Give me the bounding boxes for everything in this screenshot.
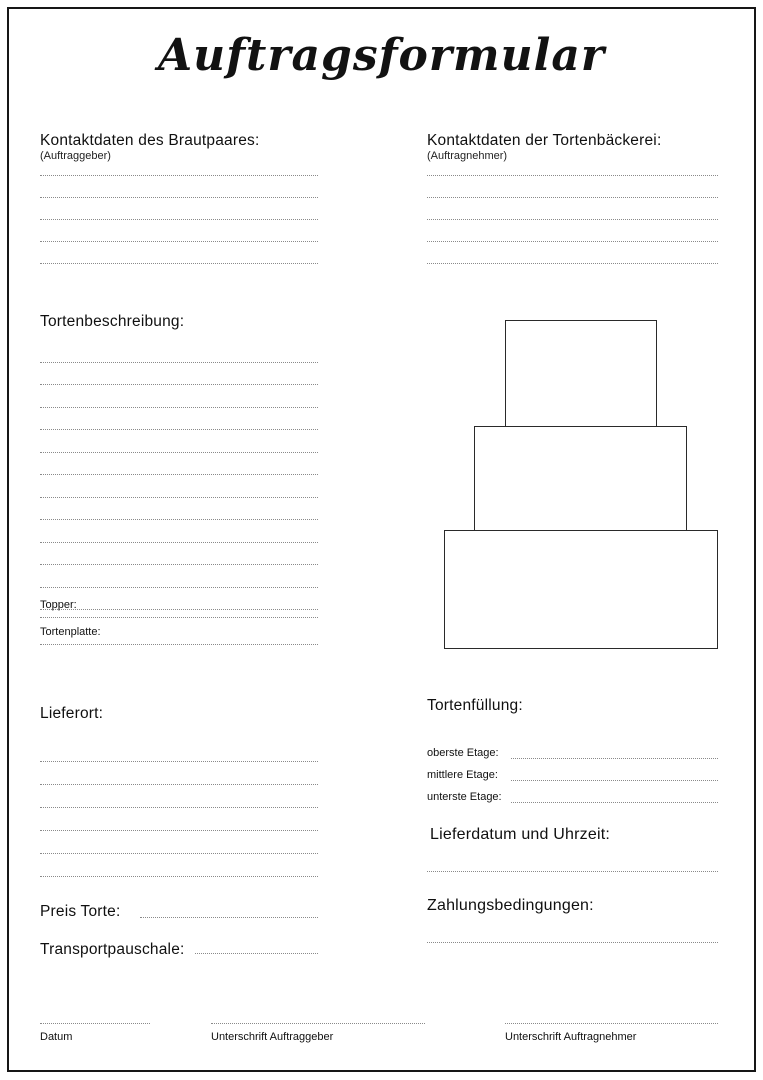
transport-fee-label: Transportpauschale: bbox=[40, 941, 185, 958]
fill-in-line[interactable] bbox=[40, 430, 318, 453]
delivery-datetime-heading: Lieferdatum und Uhrzeit: bbox=[430, 826, 611, 843]
filling-row-middle bbox=[427, 760, 718, 782]
fill-in-line[interactable] bbox=[427, 220, 718, 242]
fill-in-line[interactable] bbox=[40, 176, 318, 198]
filling-top-line[interactable] bbox=[511, 758, 718, 759]
fill-in-line[interactable] bbox=[40, 385, 318, 408]
fill-in-line[interactable] bbox=[427, 850, 718, 872]
cake-filling-heading: Tortenfüllung: bbox=[427, 697, 523, 714]
fill-in-line[interactable] bbox=[40, 220, 318, 242]
contact-couple-lines bbox=[40, 154, 318, 264]
cake-plate-line[interactable] bbox=[40, 644, 318, 645]
payment-terms-lines bbox=[427, 921, 718, 943]
signature-contractor-block bbox=[505, 1002, 718, 1044]
form-title: Auftragsformular bbox=[157, 30, 606, 81]
filling-top-label: oberste Etage: bbox=[427, 747, 499, 759]
contact-couple-heading: Kontaktdaten des Brautpaares: bbox=[40, 132, 260, 149]
cake-plate-field bbox=[40, 626, 318, 645]
signature-client-label: Unterschrift Auftraggeber bbox=[211, 1031, 334, 1043]
delivery-location-heading: Lieferort: bbox=[40, 705, 104, 722]
fill-in-line[interactable] bbox=[40, 739, 318, 762]
fill-in-line[interactable] bbox=[40, 475, 318, 498]
contact-bakery-heading: Kontaktdaten der Tortenbäckerei: bbox=[427, 132, 662, 149]
cake-tier-top bbox=[505, 320, 657, 427]
fill-in-line[interactable] bbox=[40, 565, 318, 588]
fill-in-line[interactable] bbox=[40, 198, 318, 220]
contact-couple-subheading: (Auftraggeber) bbox=[40, 150, 111, 162]
signature-client-block bbox=[211, 1002, 425, 1044]
filling-bottom-label: unterste Etage: bbox=[427, 791, 502, 803]
topper-line[interactable] bbox=[40, 617, 318, 618]
filling-row-bottom bbox=[427, 782, 718, 804]
signature-date-label: Datum bbox=[40, 1031, 73, 1043]
contact-bakery-lines bbox=[427, 154, 718, 264]
fill-in-line[interactable] bbox=[40, 154, 318, 176]
payment-terms-heading: Zahlungsbedingungen: bbox=[427, 897, 594, 914]
cake-filling-fields bbox=[427, 738, 718, 804]
fill-in-line[interactable] bbox=[40, 543, 318, 566]
fill-in-line[interactable] bbox=[427, 198, 718, 220]
filling-bottom-line[interactable] bbox=[511, 802, 718, 803]
fill-in-line[interactable] bbox=[427, 176, 718, 198]
fill-in-line[interactable] bbox=[427, 921, 718, 943]
topper-label: Topper: bbox=[40, 599, 77, 611]
transport-fee-line[interactable] bbox=[195, 932, 318, 954]
cake-plate-label: Tortenplatte: bbox=[40, 626, 101, 638]
fill-in-line[interactable] bbox=[40, 854, 318, 877]
filling-row-top bbox=[427, 738, 718, 760]
filling-middle-line[interactable] bbox=[511, 780, 718, 781]
signature-client-line[interactable] bbox=[211, 1002, 425, 1024]
contact-bakery-subheading: (Auftragnehmer) bbox=[427, 150, 508, 162]
signature-date-line[interactable] bbox=[40, 1002, 150, 1024]
fill-in-line[interactable] bbox=[40, 831, 318, 854]
cake-price-label: Preis Torte: bbox=[40, 903, 121, 920]
topper-field bbox=[40, 599, 318, 618]
transport-fee-line-wrap bbox=[195, 932, 318, 954]
fill-in-line[interactable] bbox=[40, 242, 318, 264]
delivery-location-lines bbox=[40, 739, 318, 877]
fill-in-line[interactable] bbox=[40, 340, 318, 363]
cake-description-heading: Tortenbeschreibung: bbox=[40, 313, 185, 330]
signature-date-block bbox=[40, 1002, 150, 1044]
fill-in-line[interactable] bbox=[427, 154, 718, 176]
signature-contractor-label: Unterschrift Auftragnehmer bbox=[505, 1031, 637, 1043]
fill-in-line[interactable] bbox=[40, 785, 318, 808]
filling-middle-label: mittlere Etage: bbox=[427, 769, 498, 781]
cake-tier-middle bbox=[474, 426, 687, 531]
cake-price-line[interactable] bbox=[140, 896, 318, 918]
cake-tier-bottom bbox=[444, 530, 718, 649]
fill-in-line[interactable] bbox=[40, 762, 318, 785]
fill-in-line[interactable] bbox=[40, 408, 318, 431]
cake-price-line-wrap bbox=[140, 896, 318, 918]
fill-in-line[interactable] bbox=[40, 363, 318, 386]
signature-contractor-line[interactable] bbox=[505, 1002, 718, 1024]
fill-in-line[interactable] bbox=[40, 453, 318, 476]
fill-in-line[interactable] bbox=[40, 498, 318, 521]
fill-in-line[interactable] bbox=[40, 808, 318, 831]
cake-description-lines bbox=[40, 340, 318, 610]
fill-in-line[interactable] bbox=[40, 520, 318, 543]
delivery-datetime-lines bbox=[427, 850, 718, 872]
fill-in-line[interactable] bbox=[427, 242, 718, 264]
